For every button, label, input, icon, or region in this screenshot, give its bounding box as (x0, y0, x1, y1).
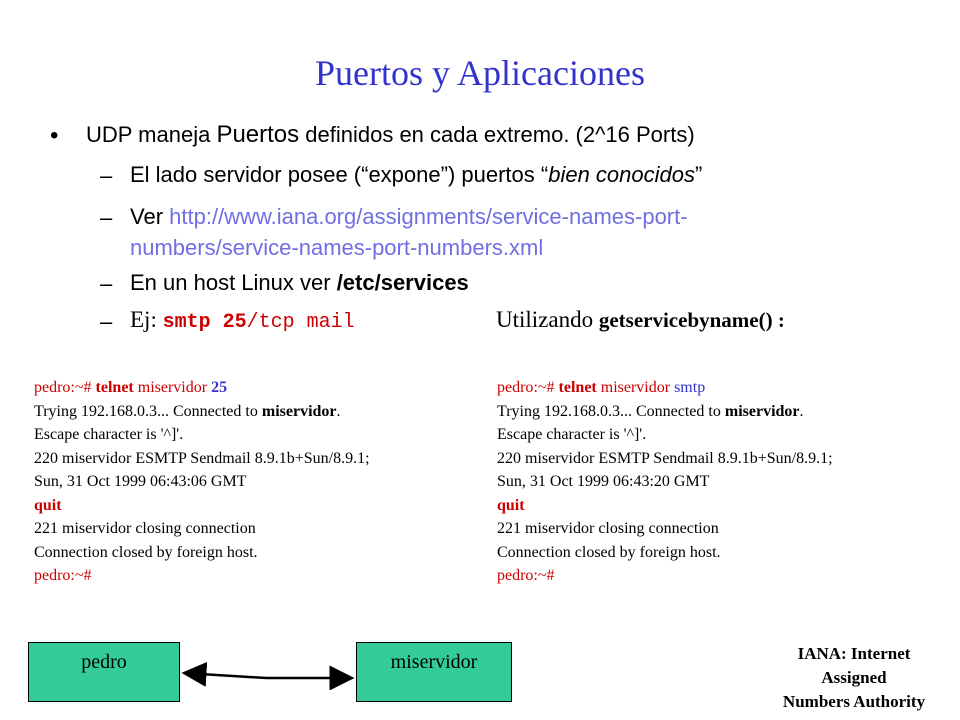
dash-marker: – (100, 271, 113, 296)
command-host: miservidor (133, 379, 212, 396)
trying-host: miservidor (724, 402, 800, 420)
example-code-proto: /tcp mail (246, 311, 355, 334)
prompt-symbol: :~# (70, 379, 96, 396)
getservicebyname-note (496, 307, 785, 333)
session-trying-line (34, 400, 370, 424)
bidirectional-arrow (180, 660, 356, 690)
command-name: telnet (95, 379, 134, 396)
session-closed-line: Connection closed by foreign host. (34, 543, 258, 561)
sub-item-2-pre: Ver (130, 204, 170, 229)
slide-title: Puertos y Aplicaciones (315, 53, 645, 93)
sub-item-etc-services (130, 270, 469, 296)
command-name: telnet (558, 379, 597, 396)
sub-item-iana-link (130, 204, 688, 230)
telnet-session-service-name (497, 376, 833, 588)
dash-marker: – (100, 205, 113, 230)
session-closing-line: 221 miservidor closing connection (497, 520, 719, 537)
session-final-prompt: pedro:~# (34, 567, 92, 584)
prompt-symbol: :~# (533, 379, 559, 396)
session-quit-line: quit (497, 496, 525, 514)
session-command-line (34, 376, 370, 400)
bullet-marker: • (50, 122, 59, 149)
getservicebyname-func: getservicebyname() : (598, 308, 785, 332)
sub-item-1-em: bien conocidos (548, 162, 695, 187)
iana-caption (762, 642, 946, 714)
session-command-line (497, 376, 833, 400)
trying-text: Trying 192.168.0.3... Connected to (34, 402, 262, 420)
sub-item-example (130, 307, 355, 334)
iana-line-3: Numbers Authority (782, 692, 926, 711)
session-date-line: Sun, 31 Oct 1999 06:43:06 GMT (34, 473, 247, 490)
trying-end: . (336, 402, 341, 420)
session-date-line: Sun, 31 Oct 1999 06:43:20 GMT (497, 473, 710, 490)
session-trying-line (497, 400, 833, 424)
bullet-text-post: definidos en cada extremo. (2^16 Ports) (299, 122, 695, 147)
session-escape-line: Escape character is '^]'. (34, 426, 184, 443)
bullet-text-pre: UDP maneja (86, 122, 217, 147)
command-port: 25 (211, 379, 228, 396)
trying-text: Trying 192.168.0.3... Connected to (497, 402, 725, 420)
client-box: pedro (28, 642, 180, 702)
sub-item-1-post: ” (695, 162, 703, 187)
bullet-udp-ports (86, 121, 695, 149)
session-final-prompt: pedro:~# (497, 567, 555, 584)
etc-services-path: /etc/services (336, 270, 469, 295)
session-closing-line: 221 miservidor closing connection (34, 520, 256, 537)
sub-item-3-pre: En un host Linux ver (130, 270, 337, 295)
command-host: miservidor (596, 379, 675, 396)
session-closed-line: Connection closed by foreign host. (497, 543, 721, 561)
server-box: miservidor (356, 642, 512, 702)
session-banner-line: 220 miservidor ESMTP Sendmail 8.9.1b+Sun/8.9.1; (34, 449, 370, 467)
trying-host: miservidor (261, 402, 337, 420)
dash-marker: – (100, 163, 113, 188)
dash-marker: – (100, 309, 113, 334)
example-label: Ej: (130, 307, 163, 332)
prompt-user: pedro (497, 379, 534, 396)
using-label: Utilizando (496, 307, 599, 332)
iana-line-1: IANA: Internet (797, 644, 911, 663)
session-quit-line: quit (34, 496, 62, 514)
telnet-session-port-number (34, 376, 370, 588)
sub-item-server-ports (130, 162, 702, 188)
session-escape-line: Escape character is '^]'. (497, 426, 647, 443)
command-service: smtp (674, 379, 706, 396)
bullet-text-puertos: Puertos (216, 121, 300, 148)
iana-line-2: Assigned (821, 668, 887, 687)
example-code-service: smtp 25 (162, 311, 247, 334)
trying-end: . (799, 402, 804, 420)
iana-link-part1[interactable]: http://www.iana.org/assignments/service-names-port- (169, 204, 688, 229)
sub-item-1-pre: El lado servidor posee (“expone”) puertos “ (130, 162, 549, 187)
prompt-user: pedro (34, 379, 71, 396)
iana-link-part2[interactable]: numbers/service-names-port-numbers.xml (130, 235, 544, 260)
session-banner-line: 220 miservidor ESMTP Sendmail 8.9.1b+Sun/8.9.1; (497, 449, 833, 467)
